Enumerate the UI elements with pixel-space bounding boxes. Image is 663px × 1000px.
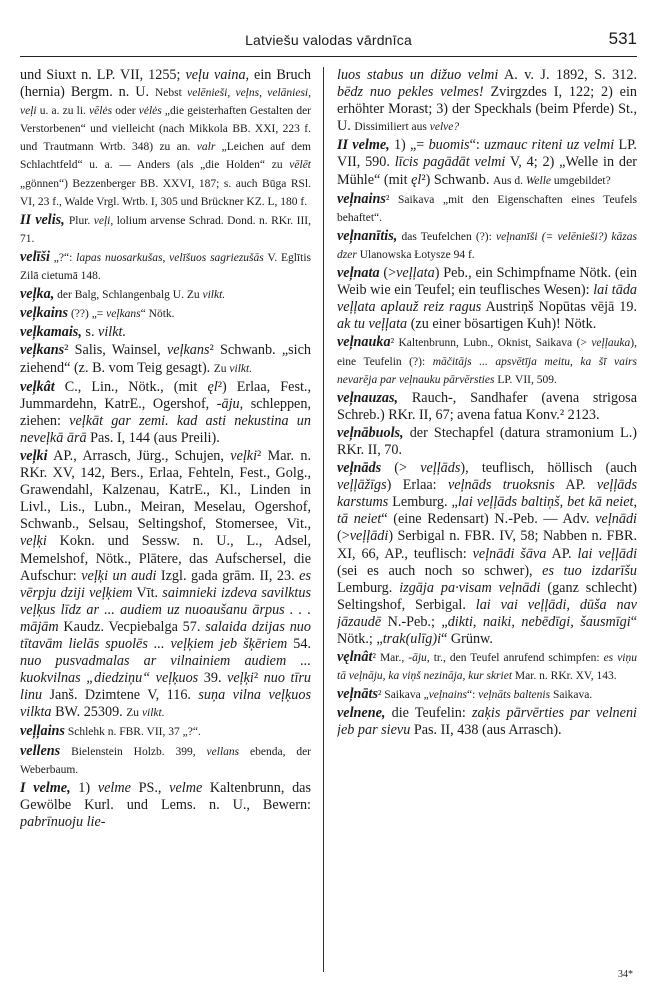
dictionary-entry xyxy=(20,342,311,377)
entry-text: “ Nötk. xyxy=(140,308,175,321)
entry-text: die Teufelin: xyxy=(385,705,472,722)
entry-text: lapas nuosarkušas, velīšuos sagriezušās xyxy=(76,251,264,264)
entry-text: Nebst xyxy=(155,87,188,100)
entry-headword: veļkains xyxy=(20,305,69,322)
entry-text: nuo pusvadmalas ar vilnainiem audiem ... kuokvilnas „diedziņu“ veļķuos xyxy=(20,653,311,687)
entry-text: vēlēt xyxy=(289,159,311,172)
entry-text: bēdz nuo pekles velmes! xyxy=(337,84,484,101)
entry-text: umgebildet? xyxy=(551,174,611,187)
entry-text: veļķi un audi xyxy=(81,567,157,584)
entry-text: -āju, xyxy=(408,652,430,665)
dictionary-entry xyxy=(20,286,311,304)
entry-headword: veļnāts xyxy=(337,686,378,703)
entry-headword: vellens xyxy=(20,742,61,759)
entry-headword: veļnains xyxy=(337,190,386,207)
entry-headword: velnene, xyxy=(337,705,386,722)
entry-text: nuo tīru linu xyxy=(20,670,311,704)
entry-text: (zu einer bösartigen Kuh)! Nötk. xyxy=(407,316,597,333)
entry-text: 1) „= xyxy=(389,137,429,154)
dictionary-entry xyxy=(337,649,637,685)
entry-text: Schlehk n. FBR. VII, 37 „?“. xyxy=(64,726,201,739)
dictionary-entry xyxy=(20,723,311,741)
dictionary-entry xyxy=(20,212,311,248)
dictionary-entry xyxy=(20,780,311,831)
entry-text: es vērpju dziji veļķiem xyxy=(20,567,311,601)
entry-text: ak tu veļļata xyxy=(337,316,408,333)
entry-text: ² Mar. n. RKr. XV, 142, Bers., Erlaa, Fehteln, Fest., Golg., Grawendahl, Kalzenau, KatrE., Kl., Linden in Livl., Lis., Lubn., Meiran, Meselau, Ogershof, Schwanb., Selsau, Seltingshof, Stomersee, Vit., xyxy=(20,447,311,533)
dictionary-entry xyxy=(20,67,311,211)
entry-text: Kaltenbrunn, das Gewölbe Kurl. und Lems. n. U., Bewern: xyxy=(20,779,311,813)
entry-text: ebenda, der Weberbaum. xyxy=(20,745,311,776)
entry-text: veļļāžīgs xyxy=(337,477,387,494)
entry-text: veļkāt gar zemi. kad asti nekustina un neveļkā ārā xyxy=(20,412,311,446)
entry-headword: veļka, xyxy=(20,286,55,303)
dictionary-entry xyxy=(337,334,637,388)
entry-text: -āju, xyxy=(216,395,244,412)
entry-text: veļkans xyxy=(106,308,141,321)
dictionary-entry xyxy=(20,379,311,447)
entry-text: Rauch-, Sandhafer (avena strigosa Schreb.) RKr. II, 67; avena fatua Konv.² 2123. xyxy=(337,389,637,423)
entry-text: der Stechapfel (datura stramonium L.) RKr. II, 70. xyxy=(337,424,637,458)
entry-text: Aus d. xyxy=(492,174,526,187)
entry-text: Dissimiliert aus xyxy=(354,121,430,134)
dictionary-entry xyxy=(20,743,311,779)
entry-text: ² Kaltenbrunn, Lubn., Oknist, Saikava (> xyxy=(390,337,592,350)
entry-text: “ Grünw. xyxy=(441,631,493,647)
entry-text: Janš. Dzimtene V, 116. xyxy=(42,687,199,704)
entry-text: ein Bruch (hernia) Bergm. n. U. xyxy=(20,67,311,101)
entry-text: dikti, naiki, nebēdīgi, šausmīgi xyxy=(447,613,631,630)
entry-text: trak(ulīg)i xyxy=(382,631,442,647)
entry-headword: I velme, xyxy=(20,779,71,796)
signature-mark: 34* xyxy=(618,969,633,980)
entry-text: lai tāda veļļata aplauž reiz ragus xyxy=(337,282,637,316)
entry-text: veļki xyxy=(230,447,258,464)
entry-headword: veļnāds xyxy=(337,460,382,477)
entry-text: veļķi xyxy=(20,533,47,550)
entry-headword: II velme, xyxy=(337,137,390,154)
entry-text: ² Saikava „mit den Eigenschaften eines Teufels behaftet“. xyxy=(337,193,637,224)
entry-text: Plur. xyxy=(68,214,94,227)
entry-text: Lemburg. xyxy=(337,579,400,596)
entry-headword: veļkamais, xyxy=(20,324,82,341)
entry-text: V. Eglītis Zilā cietumā 148. xyxy=(20,251,311,283)
entry-text: u. a. zu li. xyxy=(36,105,90,118)
entry-text: „gönnen“) Bezzenberger BB. XXVI, 187; s. auch Būga RSl. VI, 23 f., Walde Vrgl. Wrtb. I, 305 und Brückner KZ. L, 180 f. xyxy=(20,177,311,208)
entry-headword: veļnanītis, xyxy=(337,227,398,244)
entry-text: Pas. II, 438 (aus Arrasch). xyxy=(410,722,562,739)
entry-text: ), eine Teufelin (?): xyxy=(337,337,637,368)
dictionary-entry xyxy=(337,705,637,739)
entry-text: ²) Erlaa, Fest., Jummardehn, KatrE., Ogershof, xyxy=(20,378,311,412)
entry-text: pabrīnuoju lie- xyxy=(20,813,106,830)
entry-text: velēnieši, veļns, velāniesi, veļi xyxy=(20,87,311,118)
entry-headword: veļnauka xyxy=(337,334,391,351)
dictionary-entry xyxy=(337,390,637,424)
entry-text: LP. VII, 590. xyxy=(337,137,637,171)
entry-text: (ganz schlecht) Seltingshof, Serbigal. xyxy=(337,579,637,613)
entry-text: lai veļļādi xyxy=(577,545,637,562)
entry-text: Mar. n. RKr. XV, 143. xyxy=(512,670,617,683)
entry-text: “ (eine Redensart) N.-Peb. — Adv. xyxy=(381,511,596,528)
dictionary-entry xyxy=(337,460,637,648)
entry-text: Lemburg. „ xyxy=(388,494,458,511)
entry-text: ęl xyxy=(411,171,422,188)
entry-text: ęl xyxy=(207,378,218,395)
entry-text: Vīt. xyxy=(132,584,163,601)
right-column xyxy=(337,67,637,972)
entry-headword: veļkans xyxy=(20,342,65,359)
entry-text: lai veļļāds baltiņš, bet kā neiet, tā neiet xyxy=(337,494,637,528)
entry-text: vilkt. xyxy=(229,362,253,375)
entry-text: „Leichen auf dem Schlachtfeld“ u. a. — Anders (als „die Holden“ zu xyxy=(20,141,311,172)
dictionary-entry xyxy=(337,686,637,704)
entry-text: ²) Schwanb. xyxy=(421,171,493,188)
entry-text: veļu vaina, xyxy=(185,67,250,83)
entry-text: suņa vilna veļķuos vilkta xyxy=(20,687,311,721)
entry-headword: vęlnât xyxy=(337,649,373,666)
entry-text: ), teuflisch, höllisch (auch xyxy=(460,460,637,477)
entry-text: ) Peb., ein Schimpfname Nötk. (ein Weib wie ein Teufel; ein teuflisches Wesen): xyxy=(337,265,637,299)
entry-text: Pas. I, 144 (aus Preili). xyxy=(86,429,220,446)
entry-text: Zvirgzdes I, 122; 2) ein erhöhter Morast; 3) der Speckhals (beim Pferde) St., U. xyxy=(337,84,637,135)
entry-text: AP. xyxy=(546,545,578,562)
entry-text: und Siuxt n. LP. VII, 1255; xyxy=(20,67,186,83)
entry-text: C., Lin., Nötk., (mit xyxy=(54,378,208,395)
entry-text: Ulanowska Łotysze 94 f. xyxy=(356,248,475,261)
entry-text: veļnādi xyxy=(595,511,637,528)
entry-text: ² Schwanb. „sich ziehend“ (z. B. vom Teig gesagt). xyxy=(20,342,311,376)
entry-text: veļļauka xyxy=(591,337,631,350)
entry-text: salaida dzijas nuo tītavām lielās spuolēs ... veļķiem jeb šķēriem xyxy=(20,618,311,652)
entry-text: vėlės xyxy=(138,105,162,118)
page-number: 531 xyxy=(608,29,637,48)
entry-text: Kokn. und Sessw. n. U., L., Adsel, Memelshof, Nötk., Plātere, das Aufschersel, die Aufschur: xyxy=(20,533,311,584)
entry-text: N.-Peb.; „ xyxy=(381,613,448,630)
entry-headword: veļkât xyxy=(20,378,55,395)
dictionary-entry xyxy=(337,265,637,333)
entry-text: PS., xyxy=(130,779,170,796)
entry-text: Austriņš Nopūtas vējā 19. xyxy=(481,299,637,316)
entry-text: (> xyxy=(379,265,397,282)
entry-text: veļļādi xyxy=(349,528,389,545)
entry-text: veļnāts baltenis xyxy=(478,689,551,702)
entry-headword: veļļains xyxy=(20,723,65,740)
entry-text: vilkt. xyxy=(202,289,226,302)
entry-text: māčitājs ... apsvētīja meitu, ka šī vairs nevarēja par veļnauku pārvērsties xyxy=(337,355,637,386)
entry-headword: veļnauzas, xyxy=(337,389,399,406)
entry-text: Bielenstein Holzb. 399, xyxy=(60,745,207,758)
entry-text: 1) xyxy=(70,779,98,796)
dictionary-entry xyxy=(20,305,311,323)
entry-text: schleppen, ziehen: xyxy=(20,395,311,429)
entry-text: Zu xyxy=(213,362,230,375)
entry-text: Izgl. gada grām. II, 23. xyxy=(156,567,300,584)
entry-text: (??) „= xyxy=(68,308,107,321)
entry-text: AP. xyxy=(554,477,597,494)
page-header xyxy=(20,26,637,57)
entry-text: veļnādi šāva xyxy=(472,545,547,562)
entry-text: saimnieki izdeva savilktus veļķus līdz ar ... audiem uz nuoaušanu ārpus . . . mājām xyxy=(20,584,311,635)
entry-text: ) Erlaa: xyxy=(386,477,448,494)
entry-text: velme xyxy=(97,779,131,796)
entry-text: A. v. J. 1892, S. 312. xyxy=(498,67,637,83)
entry-text: veļnāds truoksnis xyxy=(448,477,555,494)
entry-text: ² xyxy=(253,670,264,687)
entry-text: Welle xyxy=(525,174,551,187)
entry-text: Zu xyxy=(126,707,142,720)
entry-text: zaķis pārvērties par velneni jeb par sievu xyxy=(337,705,637,739)
entry-text: velme xyxy=(169,779,203,796)
running-title: Latviešu valodas vārdnīca xyxy=(245,32,412,48)
entry-text: veļļāds karstums xyxy=(337,477,637,511)
entry-text: luos stabus un dižuo velmi xyxy=(337,67,499,83)
entry-text: V, 4; 2) „Welle in der Mühle“ (mit xyxy=(337,154,637,188)
dictionary-entry xyxy=(20,448,311,723)
entry-headword: veļki xyxy=(20,447,48,464)
dictionary-entry xyxy=(337,67,637,136)
entry-text: 39. xyxy=(198,670,228,687)
entry-text: veļļāds xyxy=(420,460,461,477)
dictionary-entry xyxy=(337,137,637,189)
entry-headword: II velis, xyxy=(20,211,65,228)
entry-text: lolium arvense Schrad. Dond. n. RKr. III, 71. xyxy=(20,214,311,245)
entry-text: ² Saikava „ xyxy=(377,689,429,702)
entry-text: „die geisterhaften Gestalten der Verstorbenen“ und vielleicht (nach Mikkola BB. XXI, 223 f. und Trautmann Wrtb. 348) zu an. xyxy=(20,105,311,154)
entry-text: ) Serbigal n. FBR. IV, 58; Nabben n. FBR. XI, 66, AP., teuflisch: xyxy=(337,528,637,562)
column-divider xyxy=(323,67,324,972)
entry-text: veļkans xyxy=(166,342,210,359)
entry-text: izgāja pa·visam veļnādi xyxy=(399,579,541,596)
entry-text: valr xyxy=(196,141,216,154)
entry-headword: veļnābuols, xyxy=(337,424,404,441)
entry-text: “: xyxy=(467,689,479,702)
entry-text: lai vai veļļādi, dūša nav jāzaudē xyxy=(337,596,637,630)
entry-text: velve? xyxy=(429,121,460,134)
entry-text: uzmauc riteni uz velmi xyxy=(484,137,615,154)
entry-text: (> xyxy=(337,528,350,545)
dictionary-entry xyxy=(20,324,311,341)
dictionary-entry xyxy=(337,191,637,227)
entry-text: veļi, xyxy=(93,214,114,227)
entry-text: LP. VII, 509. xyxy=(494,373,557,386)
entry-text: vilkt. xyxy=(98,324,127,341)
entry-text: oder xyxy=(112,105,139,118)
entry-text: ² Salis, Wainsel, xyxy=(64,342,167,359)
entry-text: „?“: xyxy=(49,251,77,264)
entry-text: AP., Arrasch, Jürg., Schujen, xyxy=(47,447,231,464)
entry-text: veļļata xyxy=(396,265,435,282)
entry-text: (> xyxy=(381,460,421,477)
entry-text: tr., den Teufel anrufend schimpfen: xyxy=(429,652,604,665)
entry-text: 54. xyxy=(287,636,311,652)
entry-text: vellans xyxy=(206,745,240,758)
entry-text: BW. 25309. xyxy=(51,704,127,721)
dictionary-entry xyxy=(337,228,637,264)
entry-headword: veļnata xyxy=(337,265,380,282)
entry-text: es viņu tā veļnāju, ka viņš nezināja, kur skriet xyxy=(337,652,637,683)
dictionary-entry xyxy=(337,425,637,459)
entry-text: līcis pagādāt velmi xyxy=(394,154,506,171)
entry-text: vilkt. xyxy=(141,707,165,720)
dictionary-entry xyxy=(20,249,311,285)
entry-text: “: xyxy=(469,137,485,154)
entry-text: Kaudz. Vecpiebalga 57. xyxy=(58,618,206,635)
entry-text: veļnains xyxy=(428,689,468,702)
entry-text: (sei es auch noch so schwer), xyxy=(337,562,543,579)
entry-text: vēlės xyxy=(89,105,113,118)
entry-text: s. xyxy=(81,324,99,341)
entry-text: ² Mar., xyxy=(372,652,409,665)
entry-text: Saikava. xyxy=(550,689,593,702)
entry-text: veļķi xyxy=(227,670,254,687)
entry-text: das Teufelchen (?): xyxy=(397,230,496,243)
entry-text: es tuo izdarīšu xyxy=(542,562,637,579)
entry-text: der Balg, Schlangenbalg U. Zu xyxy=(54,289,203,302)
left-column xyxy=(20,67,311,972)
entry-text: veļnanīši (= velēnieši?) kāzas dzer xyxy=(337,230,637,261)
entry-text: “ Nötk.; „ xyxy=(337,613,637,647)
entry-headword: velīši xyxy=(20,248,50,265)
entry-text: buomis xyxy=(428,137,470,154)
